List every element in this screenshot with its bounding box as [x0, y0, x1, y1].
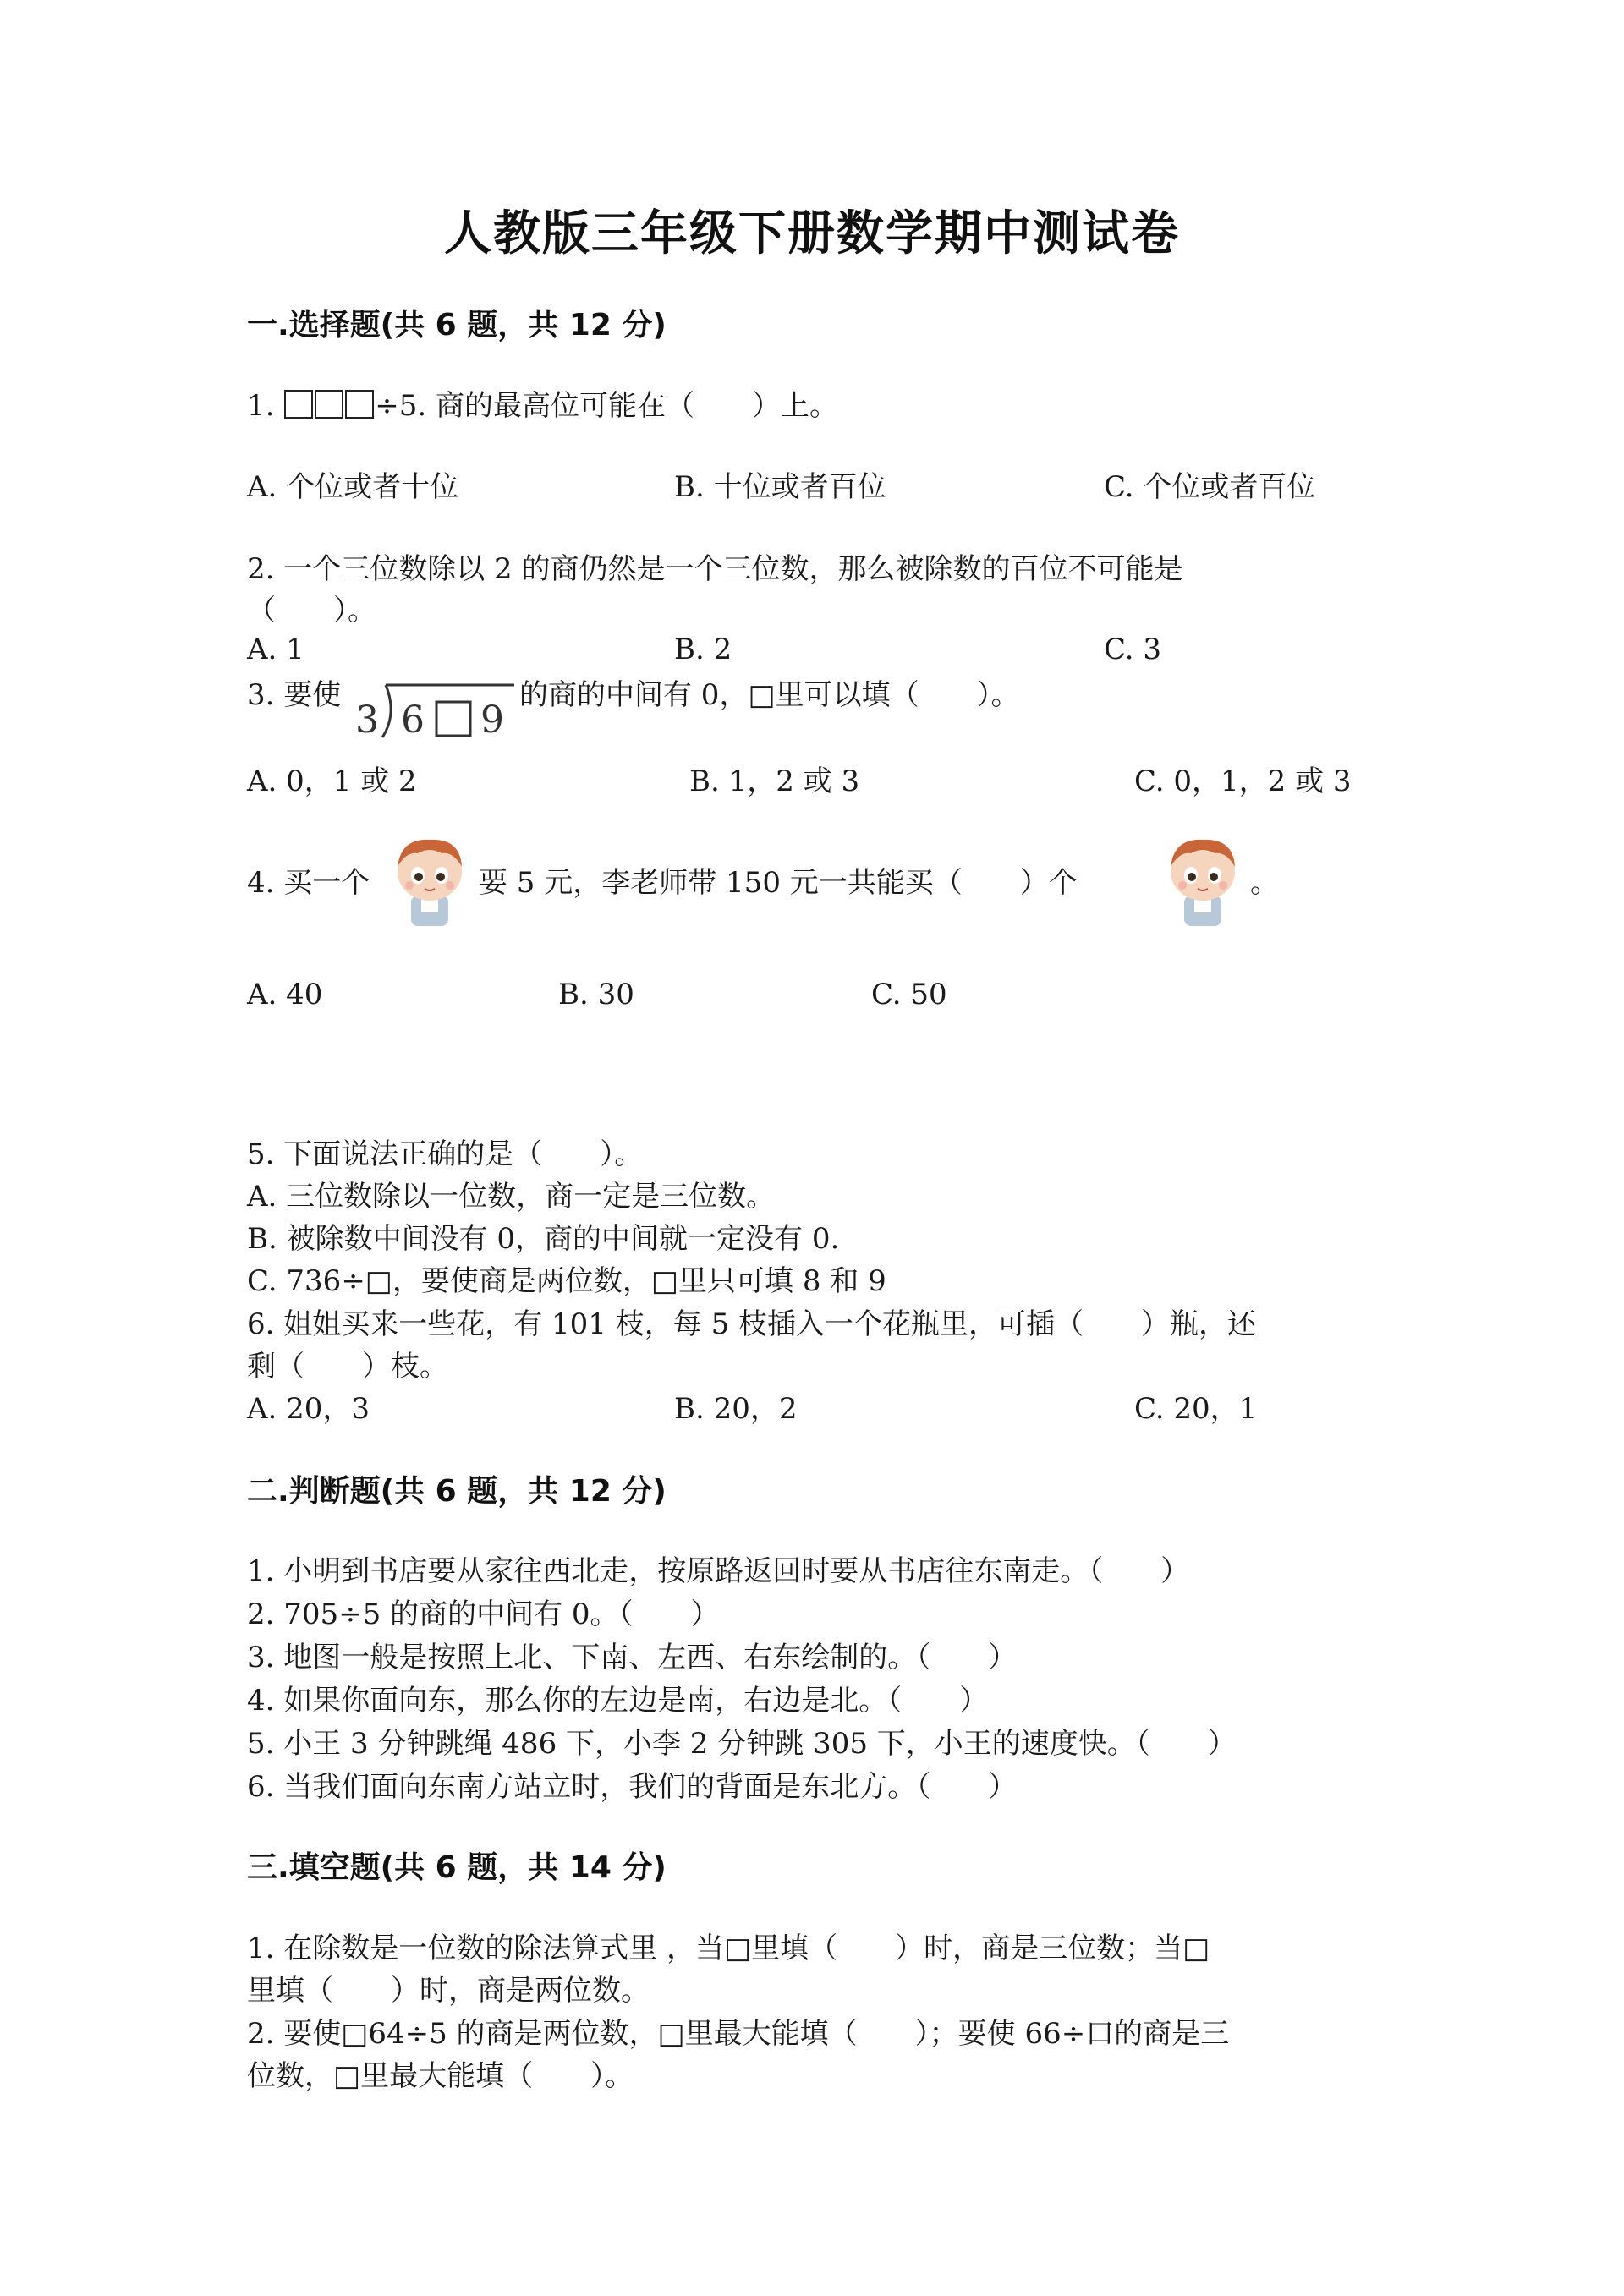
long-division-figure: [348, 677, 518, 744]
q6-option-b: B. 20，2: [674, 1392, 798, 1426]
cartoon-boy-icon: [389, 833, 470, 929]
q4-option-b: B. 30: [558, 978, 634, 1011]
blank-box: [315, 390, 343, 419]
q1-option-b: B. 十位或者百位: [674, 470, 886, 504]
section-heading-choice: 一.选择题(共 6 题，共 12 分): [247, 308, 667, 342]
section-heading-judgment: 二.判断题(共 6 题，共 12 分): [247, 1474, 667, 1509]
q5-option-c: C. 736÷□，要使商是两位数，□里只可填 8 和 9: [247, 1264, 886, 1298]
blank-box: [284, 390, 313, 419]
q1-option-a: A. 个位或者十位: [247, 470, 459, 504]
page-title: 人教版三年级下册数学期中测试卷: [444, 206, 1180, 261]
q6-option-c: C. 20，1: [1134, 1392, 1258, 1426]
divisor-digit: 3: [355, 699, 379, 742]
blank-box: [345, 390, 374, 419]
q2-option-b: B. 2: [674, 633, 732, 666]
fill-item-2-line2: 位数，□里最大能填（ ）。: [247, 2059, 634, 2093]
q5-option-b: B. 被除数中间没有 0，商的中间就一定没有 0.: [247, 1222, 840, 1256]
question-1-5: 5. 下面说法正确的是（ ）。: [247, 1137, 644, 1171]
q4-prefix: 4. 买一个: [247, 866, 370, 900]
judgment-item-5: 5. 小王 3 分钟跳绳 486 下，小李 2 分钟跳 305 下，小王的速度快。（ ）: [247, 1727, 1237, 1761]
q3-text: 的商的中间有 0，□里可以填（ ）。: [519, 678, 1020, 712]
q1-text: ÷5. 商的最高位可能在（ ）上。: [375, 389, 838, 423]
q4-option-a: A. 40: [247, 978, 323, 1011]
question-1-6-line2: 剩（ ）枝。: [247, 1350, 448, 1384]
cartoon-boy-icon: [1162, 833, 1243, 929]
q3-option-a: A. 0，1 或 2: [247, 764, 417, 798]
question-1-2-line2: （ ）。: [247, 594, 376, 627]
q2-option-a: A. 1: [247, 633, 304, 666]
q6-option-a: A. 20，3: [247, 1392, 370, 1426]
fill-item-1-line1: 1. 在除数是一位数的除法算式里 ，当□里填（ ）时，商是三位数；当□: [247, 1932, 1210, 1965]
question-1-6-line1: 6. 姐姐买来一些花，有 101 枝，每 5 枝插入一个花瓶里，可插（ ）瓶，还: [247, 1307, 1257, 1341]
q3-prefix: 3. 要使: [247, 678, 342, 712]
q4-text: 要 5 元，李老师带 150 元一共能买（ ）个: [479, 866, 1078, 900]
blank-box: [436, 702, 470, 736]
judgment-item-2: 2. 705÷5 的商的中间有 0。（ ）: [247, 1597, 720, 1631]
section-heading-fill-blank: 三.填空题(共 6 题，共 14 分): [247, 1850, 667, 1885]
question-1-2-line1: 2. 一个三位数除以 2 的商仍然是一个三位数，那么被除数的百位不可能是: [247, 552, 1183, 586]
fill-item-2-line1: 2. 要使□64÷5 的商是两位数，□里最大能填（ ）；要使 66÷口的商是三: [247, 2017, 1230, 2051]
q3-option-b: B. 1，2 或 3: [689, 764, 860, 798]
judgment-item-1: 1. 小明到书店要从家往西北走，按原路返回时要从书店往东南走。（ ）: [247, 1554, 1190, 1588]
fill-item-1-line2: 里填（ ）时，商是两位数。: [247, 1974, 650, 2008]
judgment-item-3: 3. 地图一般是按照上北、下南、左西、右东绘制的。（ ）: [247, 1641, 1018, 1674]
q2-option-c: C. 3: [1104, 633, 1162, 666]
question-1-1: [247, 382, 838, 424]
dividend-first-digit: 6: [401, 699, 425, 742]
q1-prefix: 1.: [247, 389, 284, 423]
judgment-item-4: 4. 如果你面向东，那么你的左边是南，右边是北。（ ）: [247, 1684, 989, 1718]
q4-option-c: C. 50: [871, 978, 947, 1011]
q3-option-c: C. 0，1，2 或 3: [1134, 764, 1352, 798]
q4-suffix: 。: [1250, 866, 1279, 900]
dividend-last-digit: 9: [480, 699, 504, 742]
q5-option-a: A. 三位数除以一位数，商一定是三位数。: [247, 1180, 776, 1214]
q1-option-c: C. 个位或者百位: [1104, 470, 1316, 504]
judgment-item-6: 6. 当我们面向东南方站立时，我们的背面是东北方。（ ）: [247, 1770, 1018, 1804]
